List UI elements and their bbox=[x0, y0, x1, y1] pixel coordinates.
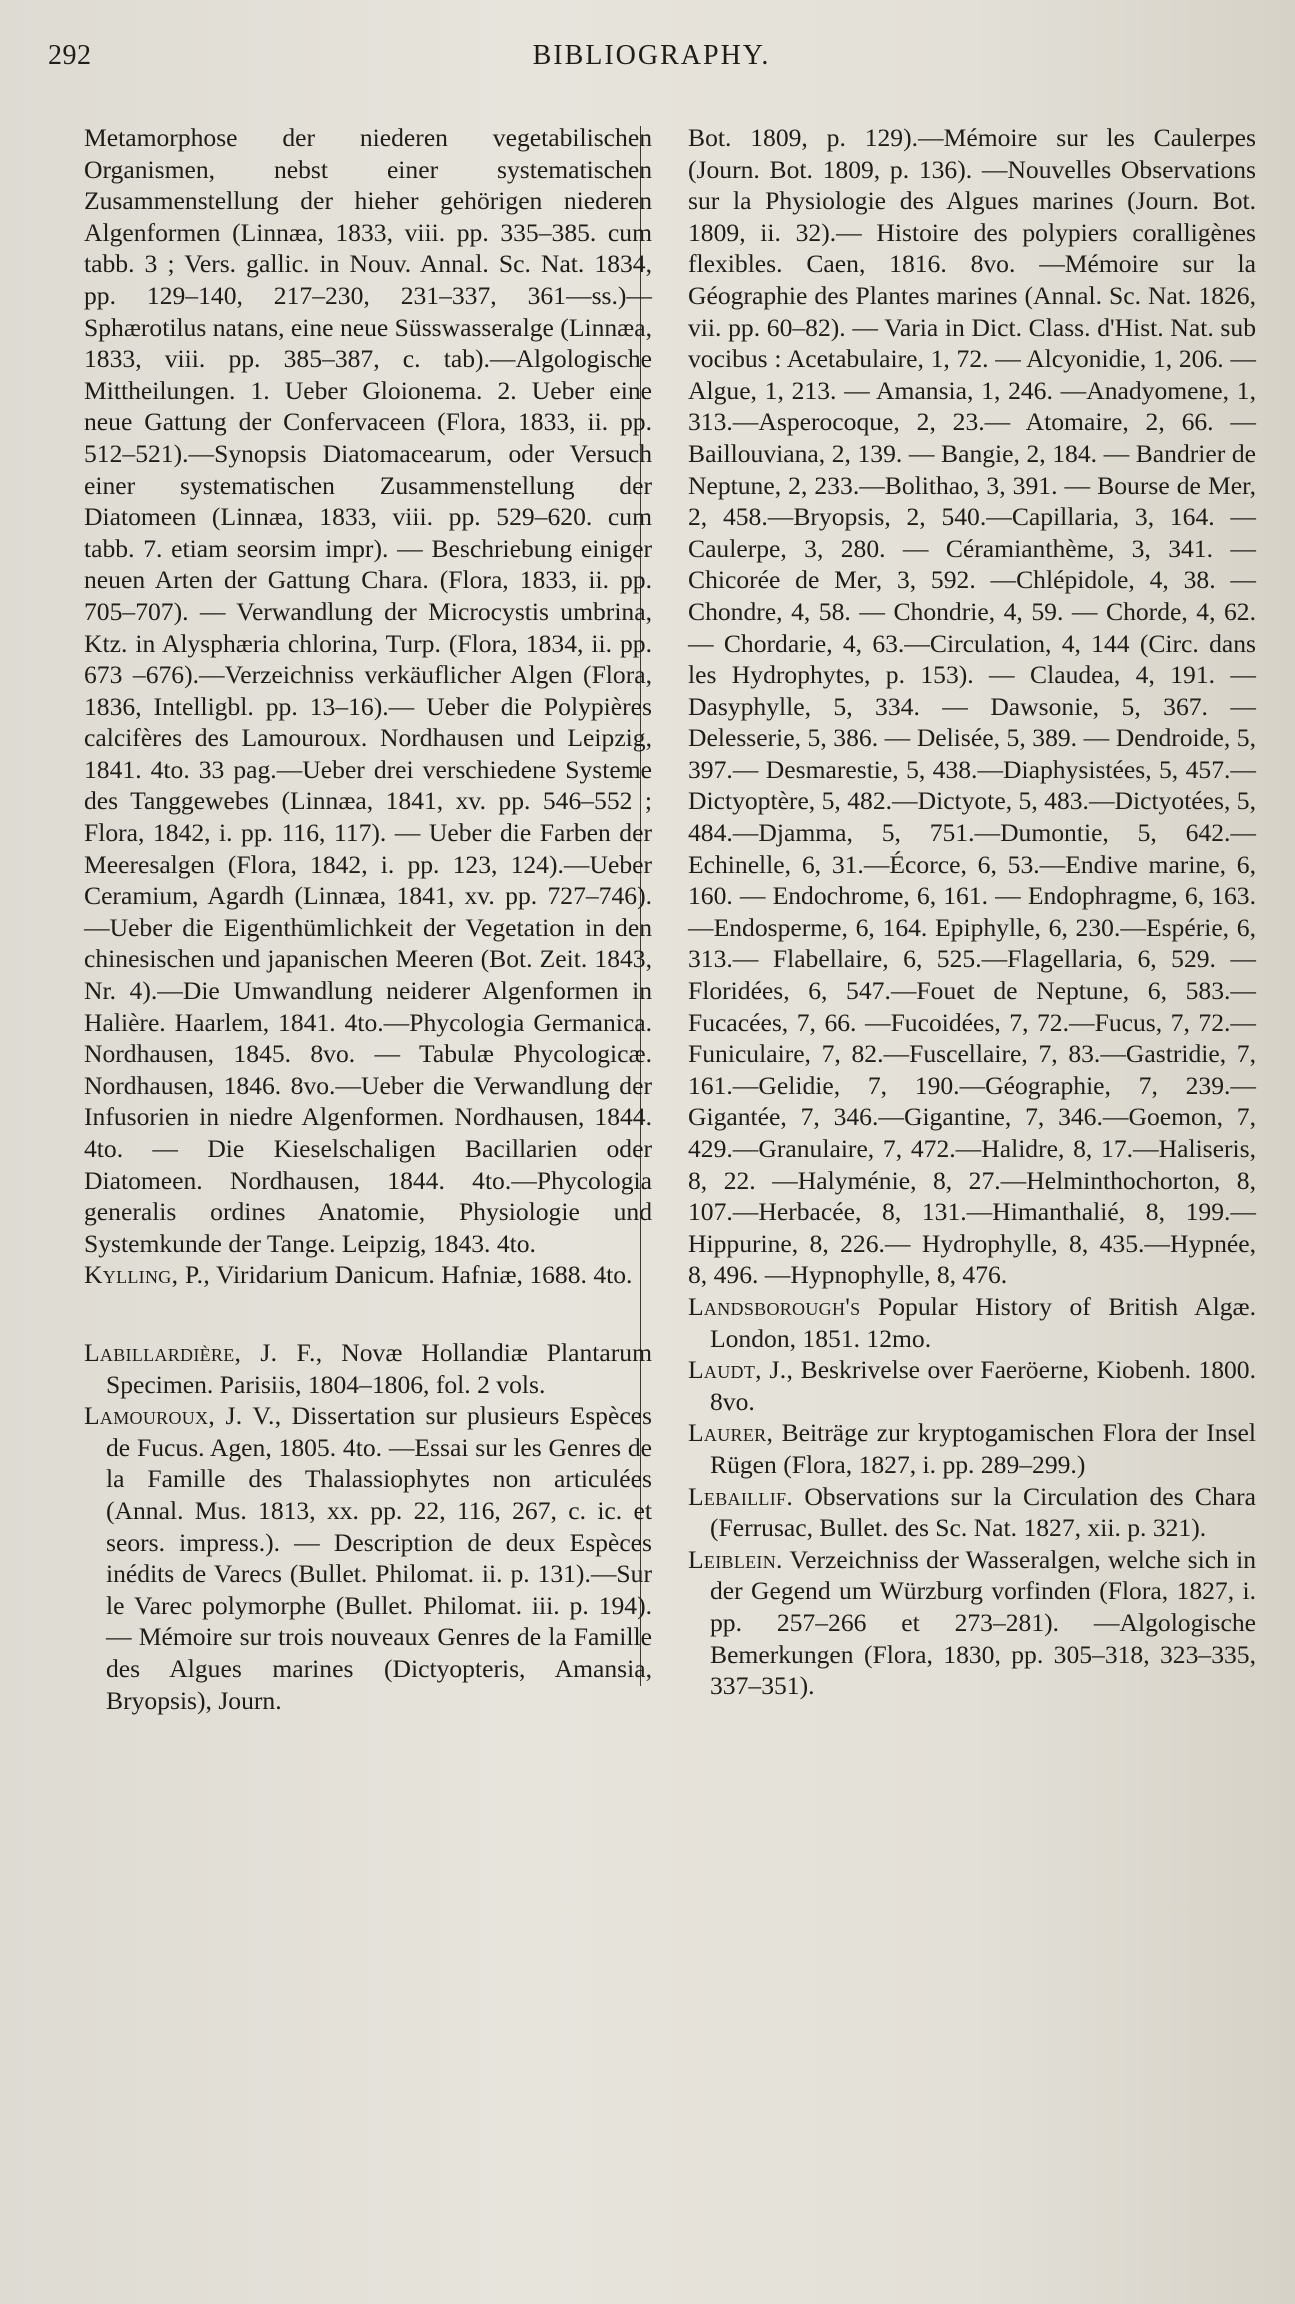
entry-laurer-text: Beiträge zur kryptogamischen Flora der Insel Rügen (Flora, 1827, i. pp. 289–299.) bbox=[710, 1418, 1256, 1479]
entry-lamouroux bbox=[84, 1400, 652, 1716]
entry-kylling-text: Viridarium Danicum. Hafniæ, 1688. 4to. bbox=[216, 1260, 633, 1290]
entry-landsborough bbox=[688, 1291, 1256, 1354]
page-number: 292 bbox=[48, 40, 92, 71]
running-title: BIBLIOGRAPHY. bbox=[532, 40, 771, 71]
entry-lamouroux-continued: Bot. 1809, p. 129).—Mémoire sur les Caulerpes (Journ. Bot. 1809, p. 136). —Nouvelles Observations sur la Physiologie des Algues marines (Journ. Bot. 1809, ii. 32).— Histoire des polypiers coralligènes flexibles. Caen, 1816. 8vo. —Mémoire sur la Géographie des Plantes marines (Annal. Sc. Nat. 1826, vii. pp. 60–82). — Varia in Dict. Class. d'Hist. Nat. sub vocibus : Acetabulaire, 1, 72. — Alcyonidie, 1, 206. — Algue, 1, 213. — Amansia, 1, 246. —Anadyomene, 1, 313.—Asperocoque, 2, 23.— Atomaire, 2, 66. — Baillouviana, 2, 139. — Bangie, 2, 184. — Bandrier de Neptune, 2, 233.—Bolithao, 3, 391. — Bourse de Mer, 2, 458.—Bryopsis, 2, 540.—Capillaria, 3, 164. — Caulerpe, 3, 280. — Céramianthème, 3, 341. — Chicorée de Mer, 3, 592. —Chlépidole, 4, 38. — Chondre, 4, 58. — Chondrie, 4, 59. — Chorde, 4, 62. — Chordarie, 4, 63.—Circulation, 4, 144 (Circ. dans les Hydrophytes, p. 153). — Claudea, 4, 191. — Dasyphylle, 5, 334. — Dawsonie, 5, 367. — Delesserie, 5, 386. — Delisée, 5, 389. — Dendroide, 5, 397.— Desmarestie, 5, 438.—Diaphysistées, 5, 457.—Dictyoptère, 5, 482.—Dictyote, 5, 483.—Dictyotées, 5, 484.—Djamma, 5, 751.—Dumontie, 5, 642.—Echinelle, 6, 31.—Écorce, 6, 53.—Endive marine, 6, 160. — Endochrome, 6, 161. — Endophragme, 6, 163.—Endosperme, 6, 164. Epiphylle, 6, 230.—Espérie, 6, 313.— Flabellaire, 6, 525.—Flagellaria, 6, 529. —Floridées, 6, 547.—Fouet de Neptune, 6, 583.—Fucacées, 7, 66. —Fucoidées, 7, 72.—Fucus, 7, 72.—Funiculaire, 7, 82.—Fuscellaire, 7, 83.—Gastridie, 7, 161.—Gelidie, 7, 190.—Géographie, 7, 239.—Gigantée, 7, 346.—Gigantine, 7, 346.—Goemon, 7, 429.—Granulaire, 7, 472.—Halidre, 8, 17.—Haliseris, 8, 22. —Halyménie, 8, 27.—Helminthochorton, 8, 107.—Herbacée, 8, 131.—Himanthalié, 8, 199.—Hippurine, 8, 226.— Hydrophylle, 8, 435.—Hypnée, 8, 496. —Hypnophylle, 8, 476. bbox=[688, 123, 1256, 1290]
left-column bbox=[84, 122, 652, 1716]
author-leiblein: Leiblein. bbox=[688, 1544, 783, 1574]
author-landsborough: Landsborough's bbox=[688, 1291, 861, 1321]
author-kylling: Kylling, P., bbox=[84, 1260, 211, 1290]
entry-laudt bbox=[688, 1354, 1256, 1417]
running-head bbox=[48, 40, 1255, 80]
entry-kylling bbox=[84, 1259, 652, 1291]
entry-labillardiere bbox=[84, 1337, 652, 1400]
entry-kutzing-continued: Metamorphose der niederen vegetabilischen Organismen, nebst einer systematischen Zusammenstellung der hieher gehörigen niederen Algenformen (Linnæa, 1833, viii. pp. 335–385. cum tabb. 3 ; Vers. gallic. in Nouv. Annal. Sc. Nat. 1834, pp. 129–140, 217–230, 231–337, 361—ss.)—Sphærotilus natans, eine neue Süsswasseralge (Linnæa, 1833, viii. pp. 385–387, c. tab).—Algologische Mittheilungen. 1. Ueber Gloionema. 2. Ueber eine neue Gattung der Confervaceen (Flora, 1833, ii. pp. 512–521).—Synopsis Diatomacearum, oder Versuch einer systematischen Zusammenstellung der Diatomeen (Linnæa, 1833, viii. pp. 529–620. cum tabb. 7. etiam seorsim impr). — Beschriebung einiger neuen Arten der Gattung Chara. (Flora, 1833, ii. pp. 705–707). — Verwandlung der Microcystis umbrina, Ktz. in Alysphæria chlorina, Turp. (Flora, 1834, ii. pp. 673 –676).—Verzeichniss verkäuflicher Algen (Flora, 1836, Intelligbl. pp. 13–16).— Ueber die Polypières calcifères des Lamouroux. Nordhausen und Leipzig, 1841. 4to. 33 pag.—Ueber drei verschiedene Systeme des Tanggewebes (Linnæa, 1841, xv. pp. 546–552 ; Flora, 1842, i. pp. 116, 117). — Ueber die Farben der Meeresalgen (Flora, 1842, i. pp. 123, 124).—Ueber Ceramium, Agardh (Linnæa, 1841, xv. pp. 727–746).—Ueber die Eigenthümlichkeit der Vegetation in den chinesischen und japanischen Meeren (Bot. Zeit. 1843, Nr. 4).—Die Umwandlung neiderer Algenformen in Halière. Haarlem, 1841. 4to.—Phycologia Germanica. Nordhausen, 1845. 8vo. — Tabulæ Phycologicæ. Nordhausen, 1846. 8vo.—Ueber die Verwandlung der Infusorien in niedre Algenformen. Nordhausen, 1844. 4to. — Die Kieselschaligen Bacillarien oder Diatomeen. Nordhausen, 1844. 4to.—Phycologia generalis ordines Anatomie, Physiologie und Systemkunde der Tange. Leipzig, 1843. 4to. bbox=[84, 123, 652, 1258]
entry-lebaillif-text: Observations sur la Circulation des Chara (Ferrusac, Bullet. des Sc. Nat. 1827, xii. p. 321). bbox=[710, 1481, 1256, 1543]
entry-leiblein-text: Verzeichniss der Wasseralgen, welche sich in der Gegend um Würzburg vorfinden (Flora, 1827, i. pp. 257–266 et 273–281). —Algologische Bemerkungen (Flora, 1830, pp. 305–318, 323–335, 337–351). bbox=[710, 1544, 1257, 1701]
entry-laudt-text: Beskrivelse over Faeröerne, Kiobenh. 1800. 8vo. bbox=[710, 1355, 1256, 1416]
entry-labillardiere-text: Novæ Hollandiæ Plantarum Specimen. Parisiis, 1804–1806, fol. 2 vols. bbox=[106, 1337, 653, 1399]
author-laudt: Laudt, J., bbox=[688, 1355, 794, 1385]
entry-landsborough-text: Popular History of British Algæ. London, 1851. 12mo. bbox=[710, 1291, 1256, 1353]
author-lebaillif: Lebaillif. bbox=[688, 1481, 794, 1511]
author-labillardiere: Labillardière, J. F., bbox=[84, 1337, 323, 1367]
entry-laurer bbox=[688, 1417, 1256, 1480]
author-lamouroux: Lamouroux, J. V., bbox=[84, 1401, 282, 1431]
right-column bbox=[688, 122, 1256, 1702]
section-gap bbox=[84, 1291, 652, 1337]
entry-lamouroux-text: Dissertation sur plusieurs Espèces de Fucus. Agen, 1805. 4to. —Essai sur les Genres de la Famille des Thalassiophytes non articulées (Annal. Mus. 1813, xx. pp. 22, 116, 267, c. ic. et seors. impress.). — Description de deux Espèces inédits de Varecs (Bullet. Philomat. ii. p. 131).—Sur le Varec polymorphe (Bullet. Philomat. iii. p. 194). — Mémoire sur trois nouveaux Genres de la Famille des Algues marines (Dictyopteris, Amansia, Bryopsis), Journ. bbox=[106, 1401, 652, 1715]
author-laurer: Laurer, bbox=[688, 1418, 774, 1448]
entry-leiblein bbox=[688, 1544, 1256, 1702]
entry-lebaillif bbox=[688, 1481, 1256, 1544]
